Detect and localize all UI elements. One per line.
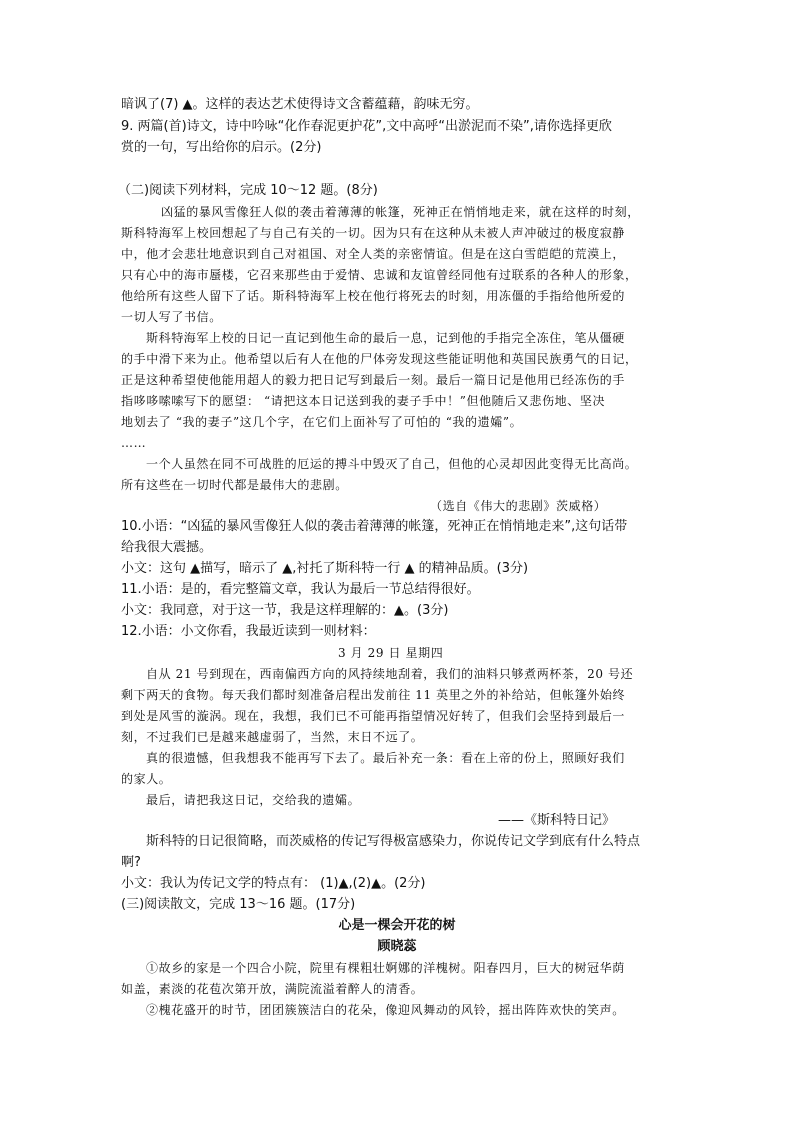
essay-line: ①故乡的家是一个四合小院，院里有棵粗壮婀娜的洋槐树。阳春四月，巨大的树冠华荫 bbox=[146, 961, 625, 975]
passage-line: 正是这种希望使他能用超人的毅力把日记写到最后一刻。最后一篇日记是他用已经冻伤的手 bbox=[121, 373, 626, 387]
passage-line: 斯科特海军上校的日记一直记到他生命的最后一息，记到他的手指完全冻住，笔从僵硬 bbox=[146, 331, 625, 345]
question-12-answer: 小文：我认为传记文学的特点有： (1)▲,(2)▲。(2分) bbox=[121, 876, 426, 891]
ellipsis: …… bbox=[121, 436, 147, 450]
question-11-line: 11.小语：是的，看完整篇文章，我认为最后一节总结得很好。 bbox=[121, 582, 480, 597]
passage-line: 斯科特海军上校回想起了与自己有关的一切。因为只有在这种从未被人声冲破过的极度寂静 bbox=[121, 226, 626, 240]
passage-line: 一个人虽然在同不可战胜的厄运的搏斗中毁灭了自己，但他的心灵却因此变得无比高尚。 bbox=[146, 457, 638, 471]
diary-line: 最后，请把我这日记，交给我的遗孀。 bbox=[146, 793, 361, 807]
diary-line: 刻，不过我们已是越来越虚弱了，当然，末日不远了。 bbox=[121, 730, 424, 744]
essay-title: 心是一棵会开花的树 bbox=[338, 918, 456, 933]
source-citation: （选自《伟大的悲剧》茨威格） bbox=[430, 499, 607, 513]
essay-author: 顾晓蕊 bbox=[377, 939, 417, 954]
diary-date: 3 月 29 日 星期四 bbox=[338, 646, 444, 660]
diary-line: 剩下两天的食物。每天我们都时刻准备启程出发前往 11 英里之外的补给站，但帐篷外始终 bbox=[121, 688, 626, 702]
diary-line: 真的很遗憾，但我想我不能再写下去了。最后补充一条：看在上帝的份上，照顾好我们 bbox=[146, 751, 625, 765]
question-11-answer: 小文：我同意，对于这一节，我是这样理解的：▲。(3分) bbox=[121, 603, 449, 618]
question-9-line-2: 赏的一句，写出给你的启示。(2分) bbox=[121, 140, 322, 155]
passage-line: 一切人写了书信。 bbox=[121, 310, 222, 324]
section-3-heading: (三)阅读散文，完成 13～16 题。(17分) bbox=[121, 897, 356, 912]
question-9-line-1: 9. 两篇(首)诗文，诗中吟咏“化作春泥更护花”,文中高呼“出淤泥而不染”,请你选择更欣 bbox=[121, 119, 612, 134]
diary-line: 到处是风雪的漩涡。现在，我想，我们已不可能再指望情况好转了，但我们会坚持到最后一 bbox=[121, 709, 626, 723]
passage-line: 指哆哆嗦嗦写下的愿望： “请把这本日记送到我的妻子手中！”但他随后又悲伤地、坚决 bbox=[121, 394, 606, 408]
passage-line: 凶猛的暴风雪像狂人似的袭击着薄薄的帐篷，死神正在悄悄地走来，就在这样的时刻， bbox=[161, 205, 640, 219]
passage-line: 的手中滑下来为止。他希望以后有人在他的尸体旁发现这些能证明他和英国民族勇气的日记， bbox=[121, 352, 638, 366]
question-12-text: 啊? bbox=[121, 855, 141, 870]
diary-source: ——《斯科特日记》 bbox=[498, 813, 616, 828]
passage-line: 地划去了 “我的妻子”这几个字，在它们上面补写了可怕的 “我的遗孀”。 bbox=[121, 415, 523, 429]
text-line: 暗讽了(7) ▲。这样的表达艺术使得诗文含蓄蕴藉，韵味无穷。 bbox=[121, 97, 479, 112]
question-12-text: 斯科特的日记很简略，而茨威格的传记写得极富感染力，你说传记文学到底有什么特点 bbox=[146, 834, 641, 849]
essay-line: ②槐花盛开的时节，团团簇簇洁白的花朵，像迎风舞动的风铃，摇出阵阵欢快的笑声。 bbox=[146, 1003, 625, 1017]
passage-line: 中，他才会悲壮地意识到自己对祖国、对全人类的亲密情谊。但是在这白雪皑皑的荒漠上， bbox=[121, 247, 626, 261]
diary-line: 自从 21 号到现在，西南偏西方向的风持续地刮着，我们的油料只够煮两杯茶，20 号还 bbox=[146, 667, 634, 681]
question-10-line-1: 10.小语：“凶猛的暴风雪像狂人似的袭击着薄薄的帐篷，死神正在悄悄地走来”,这句话带 bbox=[121, 519, 628, 534]
passage-line: 他给所有这些人留下了话。斯科特海军上校在他行将死去的时刻，用冻僵的手指给他所爱的 bbox=[121, 289, 626, 303]
question-10-answer: 小文：这句 ▲描写，暗示了 ▲,衬托了斯科特一行 ▲ 的精神品质。(3分) bbox=[121, 561, 529, 576]
diary-line: 的家人。 bbox=[121, 772, 172, 786]
passage-line: 所有这些在一切时代都是最伟大的悲剧。 bbox=[121, 478, 348, 492]
passage-line: 只有心中的海市蜃楼，它召来那些由于爱情、忠诚和友谊曾经同他有过联系的各种人的形象， bbox=[121, 268, 638, 282]
section-2-heading: （二)阅读下列材料，完成 10～12 题。(8分) bbox=[118, 183, 378, 198]
question-12-line: 12.小语：小文你看，我最近读到一则材料： bbox=[121, 624, 376, 639]
essay-line: 如盖，素淡的花苞次第开放，满院流溢着醉人的清香。 bbox=[121, 982, 424, 996]
question-10-line-2: 给我很大震撼。 bbox=[121, 540, 213, 555]
